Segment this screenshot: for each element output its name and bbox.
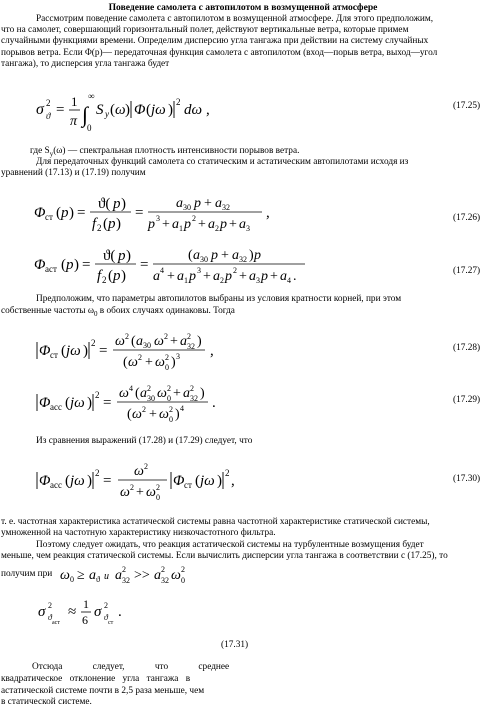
- intro-line-3: случайными функциями времени. Определим дисперсию угла тангажа при действии на систему случайных: [1, 36, 429, 46]
- svg-text:a: a: [180, 334, 187, 349]
- svg-text:3: 3: [176, 352, 180, 361]
- svg-text:2: 2: [176, 97, 181, 107]
- svg-text:jω: jω: [66, 343, 81, 359]
- svg-text:32: 32: [161, 576, 169, 585]
- svg-text:a: a: [213, 269, 220, 284]
- svg-text:(: (: [135, 386, 140, 401]
- svg-text:a: a: [153, 269, 160, 284]
- svg-text:0: 0: [87, 123, 92, 133]
- svg-text:+: +: [204, 196, 212, 211]
- svg-text:ст: ст: [45, 212, 53, 222]
- svg-text:π: π: [70, 114, 78, 129]
- svg-text:ω: ω: [60, 568, 70, 583]
- svg-text:+: +: [229, 217, 237, 232]
- intro-line-4: порывов ветра. Если Φ(p)— передаточная функция самолета с автопилотом (вход—порыв ветра, выход—угол: [1, 48, 438, 58]
- svg-text:2: 2: [138, 353, 142, 362]
- svg-text:2: 2: [125, 332, 129, 341]
- svg-text:2: 2: [169, 405, 173, 414]
- svg-text:p: p: [66, 257, 74, 273]
- svg-text:0: 0: [167, 394, 171, 403]
- svg-text:p: p: [108, 216, 116, 232]
- svg-text:ω: ω: [155, 355, 165, 370]
- svg-text:2: 2: [95, 390, 100, 400]
- svg-text:jω: jω: [151, 102, 166, 118]
- svg-text:4: 4: [180, 404, 184, 413]
- svg-text:): ): [126, 248, 131, 264]
- svg-text:32: 32: [187, 342, 195, 351]
- svg-text:=: =: [99, 343, 108, 359]
- svg-text:0: 0: [181, 576, 185, 585]
- final-line-4: в статической системе.: [1, 697, 92, 707]
- svg-text:30: 30: [200, 255, 208, 264]
- equation-number-17-30: (17.30): [453, 474, 481, 484]
- svg-text:p: p: [189, 269, 196, 284]
- svg-text:(: (: [188, 248, 193, 263]
- assume-text-a: собственные частоты ω: [1, 306, 94, 316]
- svg-text:≥: ≥: [77, 568, 85, 583]
- svg-text:.: .: [212, 395, 216, 411]
- svg-text:ω: ω: [132, 407, 142, 422]
- svg-text:∫: ∫: [82, 102, 89, 127]
- svg-text:a: a: [215, 196, 222, 211]
- svg-text:3: 3: [246, 224, 250, 233]
- svg-text:1: 1: [71, 94, 78, 109]
- svg-text:a: a: [172, 217, 179, 232]
- svg-text:ст: ст: [50, 350, 58, 360]
- svg-text:): ): [197, 334, 202, 349]
- svg-text:ω: ω: [134, 464, 144, 479]
- svg-text:4: 4: [129, 384, 133, 393]
- svg-text:32: 32: [122, 576, 130, 585]
- svg-text:+: +: [149, 407, 157, 422]
- svg-text:): ): [168, 102, 173, 118]
- equation-17-27: [30, 242, 330, 288]
- equation-number-17-25: (17.25): [453, 101, 481, 111]
- svg-text:(: (: [103, 216, 108, 232]
- svg-text:2: 2: [181, 565, 185, 574]
- svg-text:+: +: [167, 269, 175, 284]
- svg-text:=: =: [77, 205, 86, 221]
- svg-text:): ): [249, 248, 254, 263]
- svg-text:f: f: [92, 216, 97, 232]
- svg-text:ω: ω: [119, 386, 129, 401]
- assume-line-2: [1, 306, 235, 320]
- svg-text:+: +: [239, 269, 247, 284]
- svg-text:и: и: [104, 571, 109, 582]
- svg-text:ϑ: ϑ: [46, 111, 51, 121]
- svg-text:=: =: [56, 102, 65, 118]
- svg-text:a: a: [208, 217, 215, 232]
- final-line-2: квадратическое отклонение угла тангажа в: [1, 674, 191, 684]
- svg-text:2: 2: [144, 462, 148, 471]
- svg-text:.: .: [118, 604, 122, 620]
- svg-text:a: a: [154, 568, 161, 583]
- conclusion-line-4: меньше, чем реакция статической системы. Если вычислить дисперсии угла тангажа в соответствии с (17.25), то: [1, 551, 448, 561]
- svg-text:ϑ: ϑ: [96, 575, 100, 584]
- svg-text:): ): [217, 473, 222, 489]
- svg-text:a: a: [177, 269, 184, 284]
- svg-text:a: a: [232, 248, 239, 263]
- svg-text:ϑ(: ϑ(: [98, 196, 111, 212]
- svg-text:>>: >>: [134, 568, 150, 583]
- assume-text-b: в обоих случаях одинаковы. Тогда: [97, 306, 235, 316]
- svg-text:(: (: [108, 268, 113, 284]
- transfer-line-1: Для передаточных функций самолета со статическим и астатическим автопилотами исходя из: [36, 157, 409, 167]
- svg-text:f: f: [97, 268, 102, 284]
- conclusion-line-1: т. е. частотная характеристика астатической системы равна частотной характеристике статической системы,: [1, 517, 430, 527]
- svg-text:Φ: Φ: [34, 257, 46, 273]
- svg-text:Φ: Φ: [34, 205, 46, 221]
- svg-text:p: p: [148, 217, 155, 232]
- svg-text:jω: jω: [200, 473, 215, 489]
- svg-text:+: +: [221, 248, 229, 263]
- svg-text:1: 1: [184, 276, 188, 285]
- svg-text:1: 1: [179, 224, 183, 233]
- equation-number-17-26: (17.26): [453, 213, 481, 223]
- equation-17-28: [30, 330, 270, 372]
- svg-text:2: 2: [104, 601, 108, 610]
- svg-text:jω: jω: [70, 395, 85, 411]
- note-prefix: где S: [30, 146, 50, 156]
- svg-text:a: a: [176, 196, 183, 211]
- svg-text:): ): [121, 268, 126, 284]
- svg-text:a: a: [136, 334, 143, 349]
- svg-text:ст: ст: [108, 620, 114, 626]
- svg-text:(: (: [65, 395, 70, 411]
- svg-text:2: 2: [165, 353, 169, 362]
- svg-text:30: 30: [143, 341, 151, 350]
- note-rest: (ω) — спектральная плотность интенсивности порывов ветра.: [53, 146, 300, 156]
- svg-text:p: p: [61, 205, 69, 221]
- svg-text:(: (: [56, 205, 61, 221]
- svg-text:2: 2: [142, 405, 146, 414]
- svg-text:2: 2: [192, 214, 196, 223]
- svg-text:): ): [116, 216, 121, 232]
- svg-text:аст: аст: [52, 620, 60, 626]
- equation-number-17-29: (17.29): [453, 395, 481, 405]
- svg-text:(: (: [110, 102, 115, 118]
- svg-text:∞: ∞: [88, 91, 95, 101]
- svg-text:): ): [83, 343, 88, 359]
- svg-text:,: ,: [231, 473, 235, 489]
- equation-number-17-27: (17.27): [453, 266, 481, 276]
- final-line-3: астатической системе почти в 2,5 раза меньше, чем: [1, 686, 205, 696]
- svg-text:,: ,: [266, 205, 270, 221]
- svg-text:p: p: [184, 217, 191, 232]
- svg-text:jω: jω: [70, 473, 85, 489]
- svg-text:ω: ω: [157, 386, 167, 401]
- svg-text:=: =: [82, 257, 91, 273]
- svg-text:p: p: [254, 248, 261, 263]
- svg-text:p: p: [113, 196, 121, 212]
- svg-text:2: 2: [233, 266, 237, 275]
- equation-17-29: [30, 382, 270, 424]
- svg-text:0: 0: [156, 493, 160, 502]
- svg-text:a: a: [140, 386, 147, 401]
- condition-formula: [58, 560, 238, 588]
- svg-text:S: S: [96, 102, 104, 118]
- svg-text:a: a: [249, 269, 256, 284]
- svg-text:2: 2: [167, 384, 171, 393]
- svg-text:2: 2: [102, 275, 107, 285]
- svg-text:σ: σ: [36, 101, 44, 118]
- svg-text:): ): [171, 355, 176, 370]
- svg-text:ω: ω: [128, 355, 138, 370]
- svg-text:): ): [121, 196, 126, 212]
- svg-text:ϑ(: ϑ(: [103, 248, 116, 264]
- svg-text:p: p: [211, 248, 218, 263]
- svg-text:a: a: [115, 568, 122, 583]
- svg-text:ст: ст: [184, 480, 192, 490]
- svg-text:.: .: [293, 269, 297, 284]
- svg-text:(: (: [123, 355, 128, 370]
- equation-number-17-31: (17.31): [221, 640, 249, 650]
- svg-text:a: a: [183, 386, 190, 401]
- svg-text:32: 32: [190, 394, 198, 403]
- svg-text:,: ,: [210, 343, 214, 359]
- svg-text:32: 32: [239, 255, 247, 264]
- svg-text:3: 3: [256, 276, 260, 285]
- svg-text:2: 2: [48, 601, 52, 610]
- svg-text:+: +: [198, 217, 206, 232]
- svg-text:2: 2: [97, 223, 102, 233]
- conclusion-line-3: Поэтому следует ожидать, что реакция астатической системы на турбулентные возмущения будет: [36, 540, 424, 550]
- svg-text:p: p: [261, 269, 268, 284]
- svg-text:Φ: Φ: [39, 343, 51, 359]
- svg-text:2: 2: [215, 224, 219, 233]
- svg-text:2: 2: [190, 384, 194, 393]
- svg-text:Φ: Φ: [39, 395, 51, 411]
- svg-text:ω: ω: [146, 485, 156, 500]
- svg-text:3: 3: [197, 266, 201, 275]
- svg-text:2: 2: [130, 483, 134, 492]
- svg-text:p: p: [194, 196, 201, 211]
- svg-text:a: a: [193, 248, 200, 263]
- svg-text:2: 2: [46, 98, 51, 108]
- svg-text:2: 2: [122, 565, 126, 574]
- svg-text:y: y: [105, 109, 109, 119]
- svg-text:1: 1: [83, 597, 89, 611]
- svg-text:≈: ≈: [68, 604, 77, 620]
- svg-text:): ): [125, 102, 130, 118]
- equation-17-26: [30, 190, 310, 236]
- svg-text:2: 2: [147, 384, 151, 393]
- svg-text:(: (: [195, 473, 200, 489]
- svg-text:Φ: Φ: [134, 102, 146, 118]
- svg-text:асс: асс: [50, 402, 62, 412]
- svg-text:2: 2: [91, 338, 96, 348]
- svg-text:4: 4: [160, 266, 164, 275]
- svg-text:30: 30: [183, 203, 191, 212]
- svg-text:3: 3: [156, 214, 160, 223]
- svg-text:+: +: [173, 386, 181, 401]
- svg-text:+: +: [170, 334, 178, 349]
- svg-text:σ: σ: [38, 604, 46, 620]
- svg-text:ϑ: ϑ: [104, 613, 108, 622]
- page-title: Поведение самолета с автопилотом в возмущенной атмосфере: [108, 2, 378, 13]
- svg-text:=: =: [135, 205, 144, 221]
- conclusion-line-5: получим при: [1, 569, 53, 579]
- svg-text:2: 2: [220, 276, 224, 285]
- svg-text:+: +: [136, 485, 144, 500]
- svg-text:): ): [200, 386, 205, 401]
- conclusion-line-2: умноженной на частотную характеристику низкочастотного фильтра.: [1, 528, 276, 538]
- svg-text:ω: ω: [115, 334, 125, 349]
- svg-text:=: =: [140, 257, 149, 273]
- svg-text:6: 6: [82, 613, 88, 627]
- svg-text:32: 32: [222, 203, 230, 212]
- svg-text:ω: ω: [171, 568, 181, 583]
- svg-text:2: 2: [164, 332, 168, 341]
- svg-text:=: =: [103, 395, 112, 411]
- svg-text:p: p: [118, 248, 126, 264]
- svg-text:): ): [87, 395, 92, 411]
- svg-text:асс: асс: [50, 480, 62, 490]
- equation-number-17-28: (17.28): [453, 343, 481, 353]
- svg-text:+: +: [203, 269, 211, 284]
- svg-text:p: p: [113, 268, 121, 284]
- note-subscript: y: [49, 149, 54, 158]
- svg-text:Φ: Φ: [39, 473, 51, 489]
- svg-text:ϑ: ϑ: [48, 613, 52, 622]
- svg-text:Φ: Φ: [173, 473, 185, 489]
- svg-text:0: 0: [165, 363, 169, 372]
- svg-text:p: p: [225, 269, 232, 284]
- svg-text:30: 30: [147, 394, 155, 403]
- svg-text:ω: ω: [159, 407, 169, 422]
- svg-text:2: 2: [187, 332, 191, 341]
- svg-text:p: p: [220, 217, 227, 232]
- svg-text:ω: ω: [120, 485, 130, 500]
- assume-line-1: Предположим, что параметры автопилотов выбраны из условия кратности корней, при этом: [36, 294, 402, 304]
- equation-17-25: [30, 84, 270, 134]
- svg-text:(: (: [131, 334, 136, 349]
- svg-text:(: (: [61, 257, 66, 273]
- svg-text:a: a: [280, 269, 287, 284]
- equation-17-31: [30, 594, 170, 634]
- svg-text:ω: ω: [115, 102, 126, 118]
- final-line-1: Отсюда следует, что среднее: [32, 662, 230, 672]
- svg-text:ω: ω: [154, 334, 164, 349]
- svg-text:+: +: [162, 217, 170, 232]
- svg-text:a: a: [89, 568, 96, 583]
- svg-text:=: =: [103, 473, 112, 489]
- svg-text:): ): [74, 257, 79, 273]
- svg-text:2: 2: [95, 468, 100, 478]
- svg-text:): ): [69, 205, 74, 221]
- equation-17-30: [30, 460, 270, 504]
- svg-text:4: 4: [287, 276, 291, 285]
- svg-text:аст: аст: [45, 264, 57, 274]
- svg-text:(: (: [65, 473, 70, 489]
- svg-text:(: (: [127, 407, 132, 422]
- svg-text:+: +: [145, 355, 153, 370]
- svg-text:+: +: [270, 269, 278, 284]
- comparison-text: Из сравнения выражений (17.28) и (17.29) следует, что: [36, 436, 253, 446]
- svg-text:): ): [175, 407, 180, 422]
- svg-text:a: a: [239, 217, 246, 232]
- svg-text:2: 2: [161, 565, 165, 574]
- intro-line-2: что на самолет, совершающий горизонтальный полет, действуют вертикальные ветра, которые примем: [1, 25, 409, 35]
- intro-line-1: Рассмотрим поведение самолета с автопилотом в возмущенной атмосфере. Для этого предположим,: [36, 14, 434, 24]
- intro-line-5: тангажа), то дисперсия угла тангажа будет: [1, 59, 170, 69]
- assume-subscript: 0: [93, 309, 98, 318]
- svg-text:dω: dω: [184, 102, 203, 118]
- svg-text:0: 0: [70, 575, 74, 584]
- svg-text:2: 2: [225, 468, 230, 478]
- transfer-line-2: уравнений (17.13) и (17.19) получим: [1, 168, 146, 178]
- svg-text:(: (: [61, 343, 66, 359]
- svg-text:(: (: [146, 102, 151, 118]
- svg-text:): ): [87, 473, 92, 489]
- svg-text:σ: σ: [94, 604, 102, 620]
- svg-text:0: 0: [169, 415, 173, 424]
- svg-text:2: 2: [156, 483, 160, 492]
- svg-text:,: ,: [206, 102, 210, 118]
